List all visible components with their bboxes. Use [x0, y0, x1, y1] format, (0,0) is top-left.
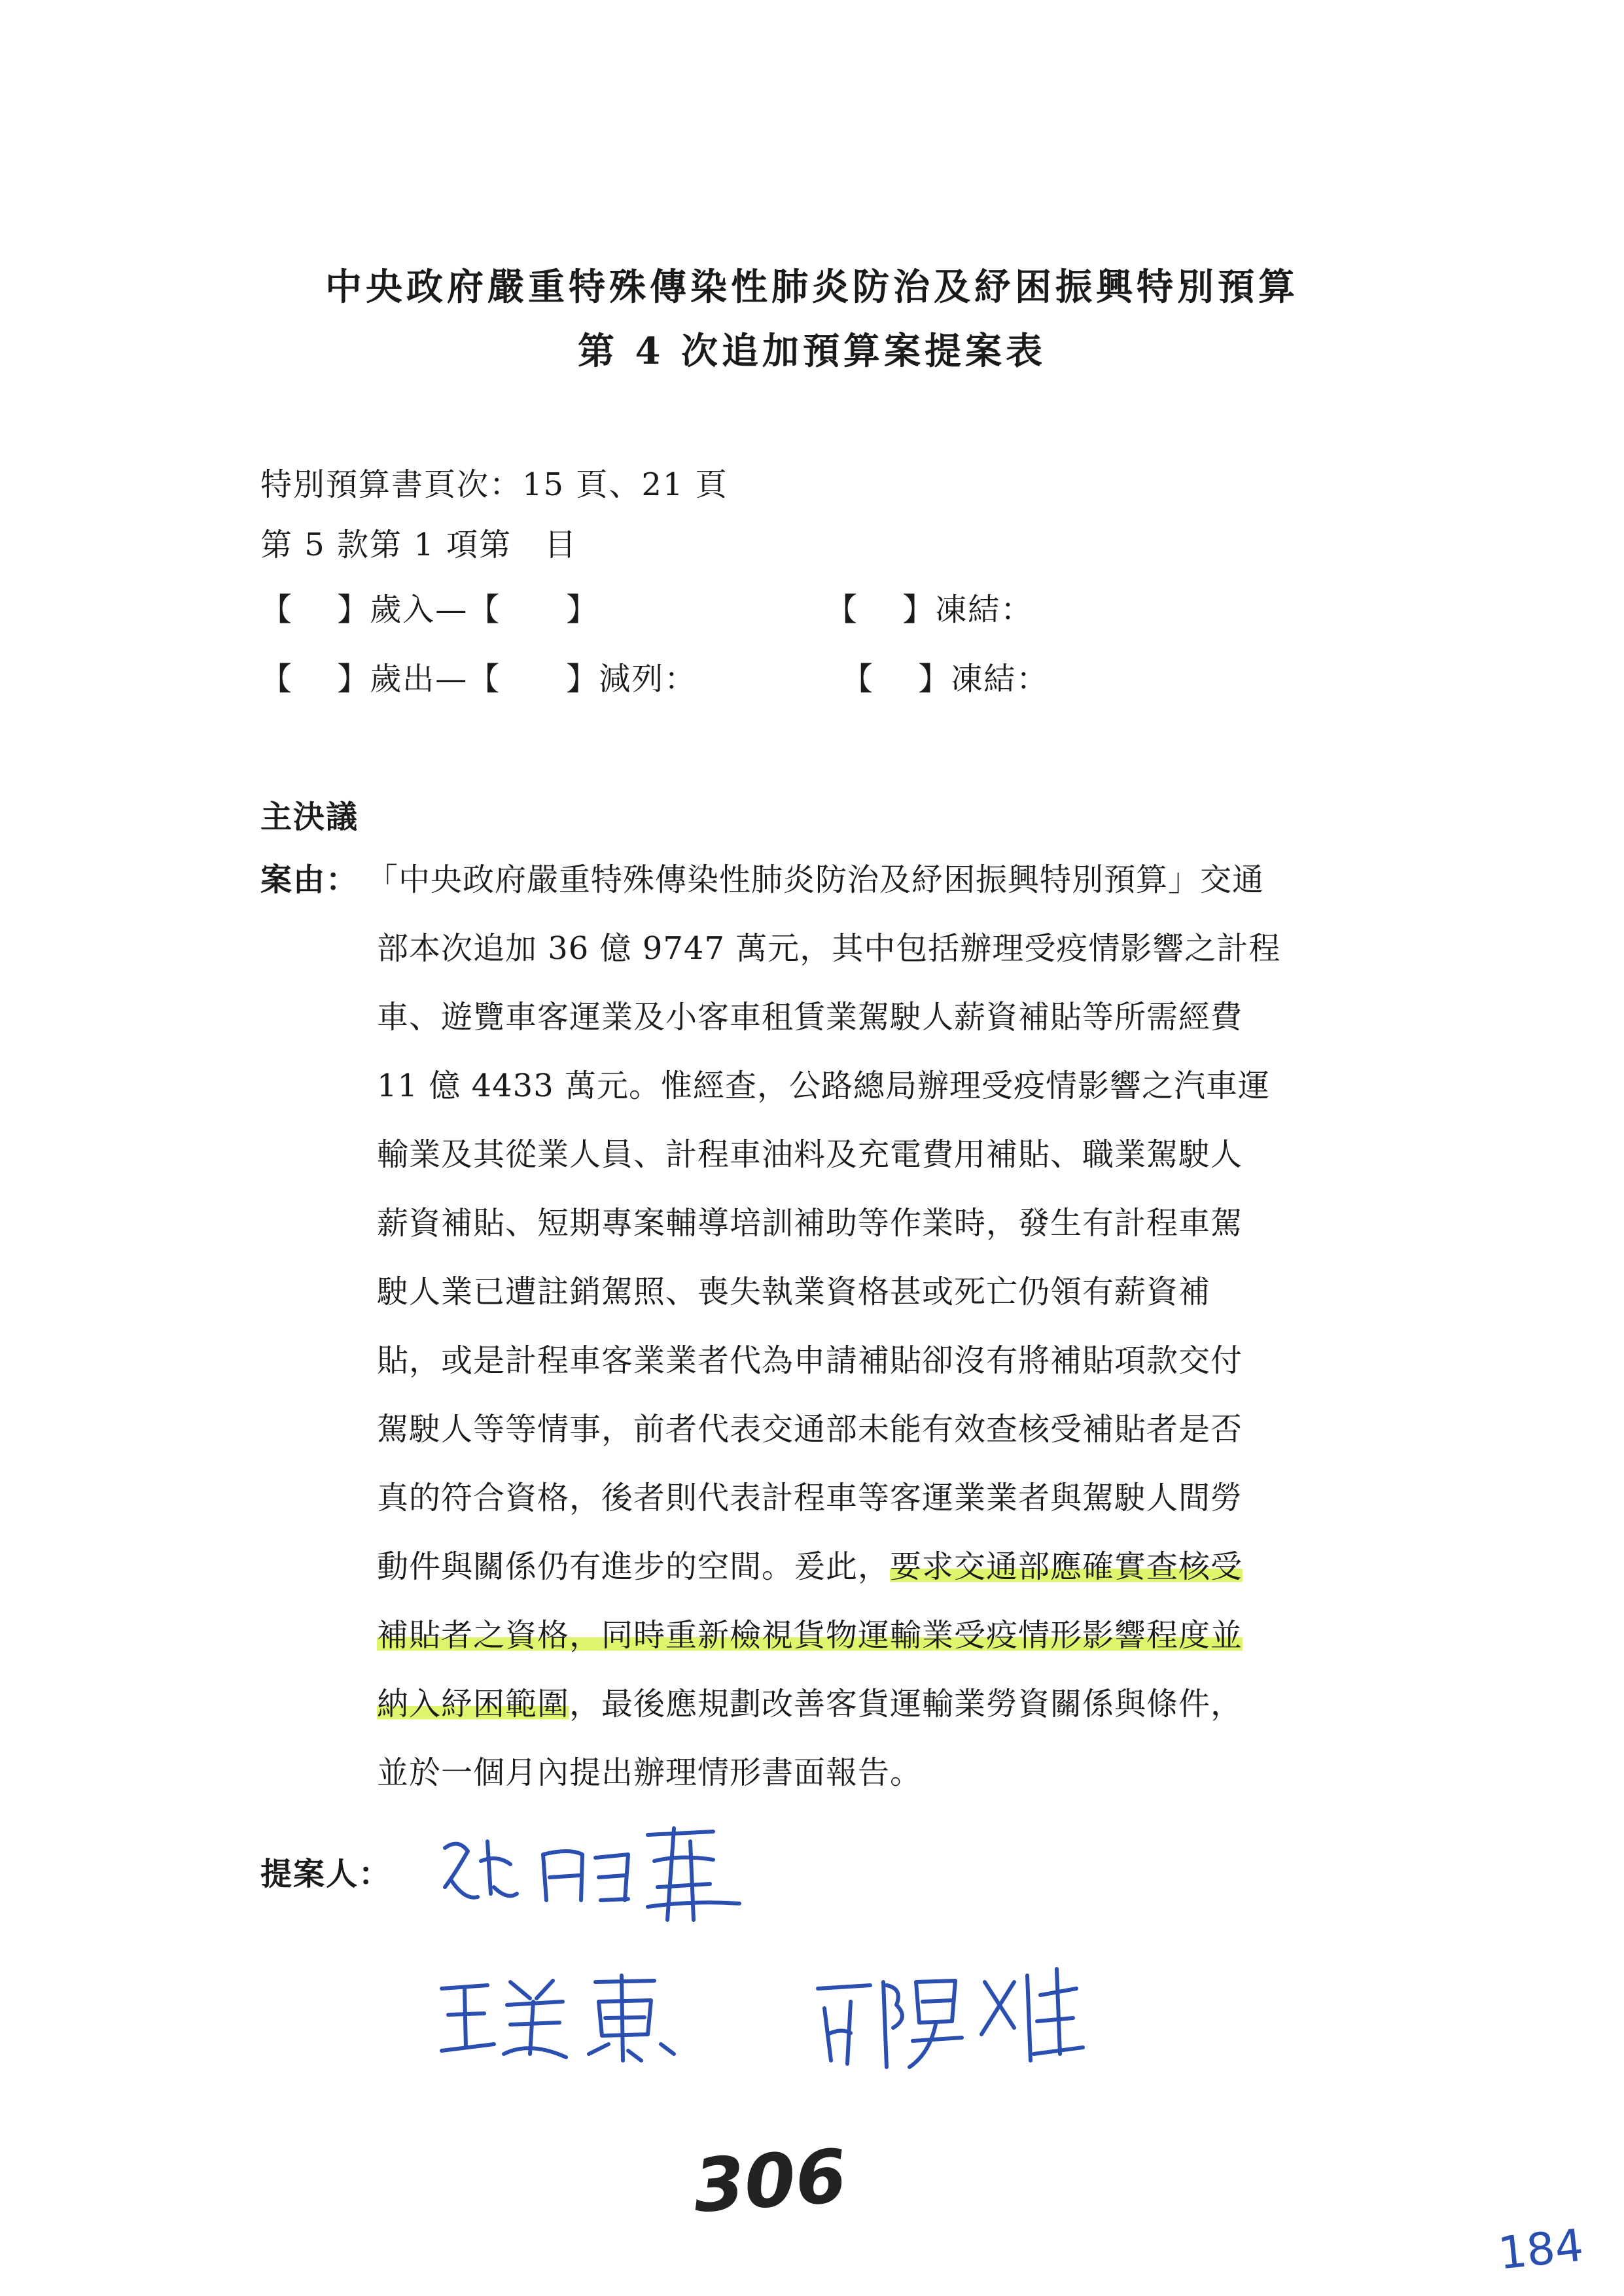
title-line-1: 中央政府嚴重特殊傳染性肺炎防治及紓困振興特別預算: [325, 266, 1299, 309]
case-line-4: 11 億 4433 萬元。惟經查，公路總局辦理受疫情影響之汽車運: [377, 1068, 1271, 1104]
signature-2: [432, 1962, 707, 2074]
case-label: 案由：: [260, 861, 359, 898]
budget-pages: 特別預算書頁次：15 頁、21 頁: [260, 466, 728, 503]
case-line-7: 駛人業已遭註銷駕照、喪失執業資格甚或死亡仍領有薪資補: [377, 1274, 1211, 1310]
case-line-9: 駕駛人等等情事，前者代表交通部未能有效查核受補貼者是否: [377, 1411, 1243, 1448]
case-line-11: [377, 1541, 1403, 1586]
corner-number-handwritten: 184: [1496, 2219, 1586, 2280]
proposer-label: 提案人：: [260, 1856, 392, 1892]
case-line-8: 貼，或是計程車客業業者代為申請補貼卻沒有將補貼項款交付: [377, 1342, 1243, 1379]
signature-1: [432, 1802, 798, 1933]
case-line-10: 真的符合資格，後者則代表計程車等客運業業者與駕駛人間勞: [377, 1480, 1243, 1516]
case-line-6: 薪資補貼、短期專案輔導培訓補助等作業時，發生有計程車駕: [377, 1205, 1243, 1242]
case-line-5: 輸業及其從業人員、計程車油料及充電費用補貼、職業駕駛人: [377, 1136, 1243, 1173]
case-line-1: 「中央政府嚴重特殊傳染性肺炎防治及紓困振興特別預算」交通: [366, 861, 1265, 898]
expenditure-freeze: 【 】凍結：: [841, 661, 1050, 697]
revenue-row: 【 】歲入—【 】: [260, 591, 599, 628]
case-line-13: [377, 1679, 1403, 1724]
highlighted-text: 納入紓困範圍: [377, 1686, 570, 1722]
case-line-2: 部本次追加 36 億 9747 萬元，其中包括辦理受疫情影響之計程: [377, 930, 1281, 967]
highlighted-text: 要求交通部應確實查核受: [890, 1548, 1243, 1585]
resolution-heading: 主決議: [260, 799, 359, 835]
case-line-11-text: 動件與關係仍有進步的空間。爰此，: [377, 1548, 891, 1585]
page-number-handwritten: 306: [690, 2134, 850, 2229]
case-line-12: [377, 1610, 1403, 1655]
expenditure-row: 【 】歲出—【 】減列：: [260, 661, 697, 697]
revenue-freeze: 【 】凍結：: [826, 591, 1034, 628]
highlighted-text: 補貼者之資格，同時重新檢視貨物運輸業受疫情形影響程度並: [377, 1617, 1243, 1654]
case-line-3: 車、遊覽車客運業及小客車租賃業駕駛人薪資補貼等所需經費: [377, 999, 1243, 1035]
title-line-2: 第 4 次追加預算案提案表: [578, 330, 1046, 373]
signature-3: [805, 1956, 1093, 2074]
case-line-13-text: ，最後應規劃改善客貨運輸業勞資關係與條件，: [569, 1686, 1243, 1722]
case-line-14: 並於一個月內提出辦理情形書面報告。: [377, 1754, 923, 1791]
budget-item: 第 5 款第 1 項第 目: [260, 527, 578, 563]
